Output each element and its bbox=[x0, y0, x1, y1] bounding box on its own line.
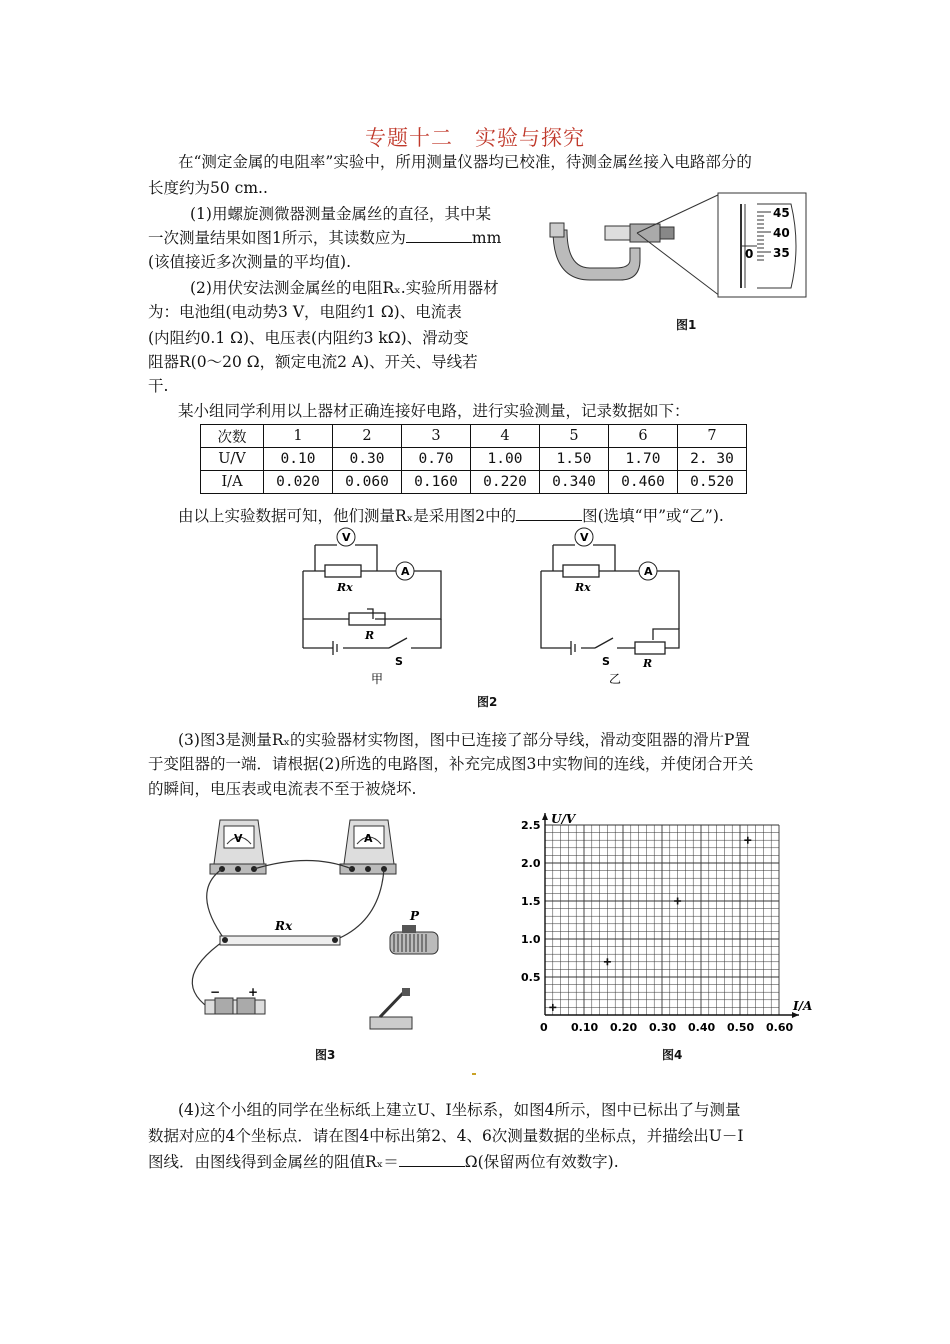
intro-line-2: 长度约为50 cm.. bbox=[148, 179, 268, 197]
svg-text:A: A bbox=[644, 565, 653, 578]
scale-45: 45 bbox=[773, 206, 790, 220]
svg-text:R: R bbox=[643, 657, 653, 670]
table-cell: 0.060 bbox=[333, 471, 402, 494]
chart-origin: 0 bbox=[540, 1021, 548, 1034]
table-cell: 0.160 bbox=[402, 471, 471, 494]
rheostat-device bbox=[390, 909, 438, 954]
table-cell: 0.70 bbox=[402, 448, 471, 471]
q1-line-2: 一次测量结果如图1所示，其读数应为 mm bbox=[148, 229, 502, 247]
x-tick-label: 0.10 bbox=[571, 1021, 599, 1034]
table-intro: 某小组同学利用以上器材正确连接好电路，进行实验测量，记录数据如下： bbox=[178, 402, 690, 420]
svg-text:R: R bbox=[365, 629, 375, 642]
table-cell: 1 bbox=[264, 425, 333, 448]
circuit-yi bbox=[541, 545, 679, 655]
table-cell: 2 bbox=[333, 425, 402, 448]
answer-blank-3[interactable] bbox=[399, 1151, 465, 1167]
figure-2-caption: 图2 bbox=[477, 695, 498, 709]
chart-grid bbox=[545, 825, 779, 1015]
table-cell: 4 bbox=[471, 425, 540, 448]
table-cell: 3 bbox=[402, 425, 471, 448]
y-tick-label: 2.5 bbox=[521, 819, 541, 832]
table-row bbox=[201, 471, 747, 494]
intro-line-1: 在“测定金属的电阻率”实验中，所用测量仪器均已校准，待测金属丝接入电路部分的 bbox=[178, 153, 752, 171]
chart-ticks bbox=[521, 819, 793, 1034]
table-cell: U/V bbox=[201, 448, 264, 471]
resistor-wire bbox=[220, 936, 340, 945]
chart-ylabel: U/V bbox=[551, 812, 576, 826]
data-table bbox=[200, 424, 747, 494]
svg-text:Rx: Rx bbox=[275, 919, 293, 933]
small-mark bbox=[472, 1073, 476, 1075]
table-cell: 1.70 bbox=[609, 448, 678, 471]
table-cell: 0.10 bbox=[264, 448, 333, 471]
table-cell: 0.220 bbox=[471, 471, 540, 494]
scale-zero: 0 bbox=[745, 247, 754, 261]
figure-3-caption: 图3 bbox=[315, 1048, 336, 1062]
table-cell: 0.340 bbox=[540, 471, 609, 494]
q2-line-3: (内阻约0.1 Ω)、电压表(内阻约3 kΩ)、滑动变 bbox=[148, 329, 469, 347]
answer-blank-1[interactable] bbox=[406, 227, 472, 243]
svg-text:A: A bbox=[364, 832, 373, 845]
voltmeter-device bbox=[210, 820, 266, 874]
svg-text:+: + bbox=[248, 985, 259, 999]
y-tick-label: 0.5 bbox=[521, 971, 541, 984]
q2-line-4: 阻器R(0～20 Ω，额定电流2 A)、开关、导线若 bbox=[148, 353, 478, 371]
q3-line-3: 的瞬间，电压表或电流表不至于被烧坏. bbox=[148, 780, 417, 798]
x-tick-label: 0.20 bbox=[610, 1021, 638, 1034]
scale-40: 40 bbox=[773, 226, 790, 240]
q1-line-3: (该值接近多次测量的平均值). bbox=[148, 253, 352, 271]
svg-text:V: V bbox=[234, 832, 243, 845]
y-tick-label: 1.5 bbox=[521, 895, 541, 908]
x-tick-label: 0.40 bbox=[688, 1021, 716, 1034]
y-axis-arrow bbox=[542, 813, 548, 820]
table-cell: 1.00 bbox=[471, 448, 540, 471]
figure-3-apparatus bbox=[180, 812, 440, 1062]
figure-2-circuits bbox=[295, 525, 695, 715]
figure-1-caption: 图1 bbox=[676, 318, 697, 332]
svg-text:A: A bbox=[401, 565, 410, 578]
svg-text:Rx: Rx bbox=[337, 581, 353, 594]
table-cell: 0.460 bbox=[609, 471, 678, 494]
q4-line-1: (4)这个小组的同学在坐标纸上建立U、I坐标系，如图4所示，图中已标出了与测量 bbox=[178, 1101, 741, 1119]
figure-4-caption: 图4 bbox=[662, 1048, 683, 1062]
data-point bbox=[549, 1004, 556, 1011]
q4-line-3: 图线．由图线得到金属丝的阻值Rₓ＝ Ω(保留两位有效数字). bbox=[148, 1153, 619, 1171]
table-cell: 2. 30 bbox=[678, 448, 747, 471]
svg-text:S: S bbox=[395, 655, 403, 668]
battery-device bbox=[205, 985, 265, 1014]
figure-4-chart bbox=[505, 800, 835, 1040]
y-tick-label: 2.0 bbox=[521, 857, 541, 870]
table-cell: 0.020 bbox=[264, 471, 333, 494]
chart-xlabel: I/A bbox=[793, 999, 813, 1013]
q4-line-2: 数据对应的4个坐标点．请在图4中标出第2、4、6次测量数据的坐标点，并描绘出U－I bbox=[148, 1127, 744, 1145]
svg-text:Rx: Rx bbox=[575, 581, 591, 594]
q1-line-1: (1)用螺旋测微器测量金属丝的直径，其中某 bbox=[190, 205, 491, 223]
data-point bbox=[744, 837, 751, 844]
x-tick-label: 0.50 bbox=[727, 1021, 755, 1034]
answer-blank-2[interactable] bbox=[516, 505, 582, 521]
table-row bbox=[201, 448, 747, 471]
table-cell: 7 bbox=[678, 425, 747, 448]
page-title: 专题十二 实验与探究 bbox=[365, 126, 585, 150]
chart-axes bbox=[542, 813, 799, 1018]
svg-text:P: P bbox=[410, 909, 420, 923]
x-tick-label: 0.30 bbox=[649, 1021, 677, 1034]
table-cell: 6 bbox=[609, 425, 678, 448]
table-cell: I/A bbox=[201, 471, 264, 494]
table-cell: 5 bbox=[540, 425, 609, 448]
svg-text:V: V bbox=[580, 531, 589, 544]
x-tick-label: 0.60 bbox=[766, 1021, 794, 1034]
q2-line-2: 为：电池组(电动势3 V，电阻约1 Ω)、电流表 bbox=[148, 303, 462, 321]
y-tick-label: 1.0 bbox=[521, 933, 541, 946]
data-point bbox=[604, 958, 611, 965]
table-cell: 0.520 bbox=[678, 471, 747, 494]
svg-text:−: − bbox=[210, 985, 221, 999]
switch-device bbox=[370, 988, 412, 1029]
label-jia: 甲 bbox=[371, 672, 384, 686]
table-cell: 0.30 bbox=[333, 448, 402, 471]
q3-line-1: (3)图3是测量Rₓ的实验器材实物图，图中已连接了部分导线，滑动变阻器的滑片P置 bbox=[178, 731, 750, 749]
data-point bbox=[674, 898, 681, 905]
q3-line-2: 于变阻器的一端．请根据(2)所选的电路图，补充完成图3中实物间的连线，并使闭合开关 bbox=[148, 755, 754, 773]
ammeter-device bbox=[340, 820, 396, 874]
label-yi: 乙 bbox=[609, 672, 622, 686]
table-cell: 次数 bbox=[201, 425, 264, 448]
after-table-line: 由以上实验数据可知，他们测量Rₓ是采用图2中的 图(选填“甲”或“乙”). bbox=[178, 507, 724, 525]
table-cell: 1.50 bbox=[540, 448, 609, 471]
q2-line-5: 干. bbox=[148, 377, 169, 395]
scale-35: 35 bbox=[773, 246, 790, 260]
table-header-row bbox=[201, 425, 747, 448]
q2-line-1: (2)用伏安法测金属丝的电阻Rₓ.实验所用器材 bbox=[190, 279, 499, 297]
svg-text:V: V bbox=[342, 531, 351, 544]
svg-text:S: S bbox=[602, 655, 610, 668]
